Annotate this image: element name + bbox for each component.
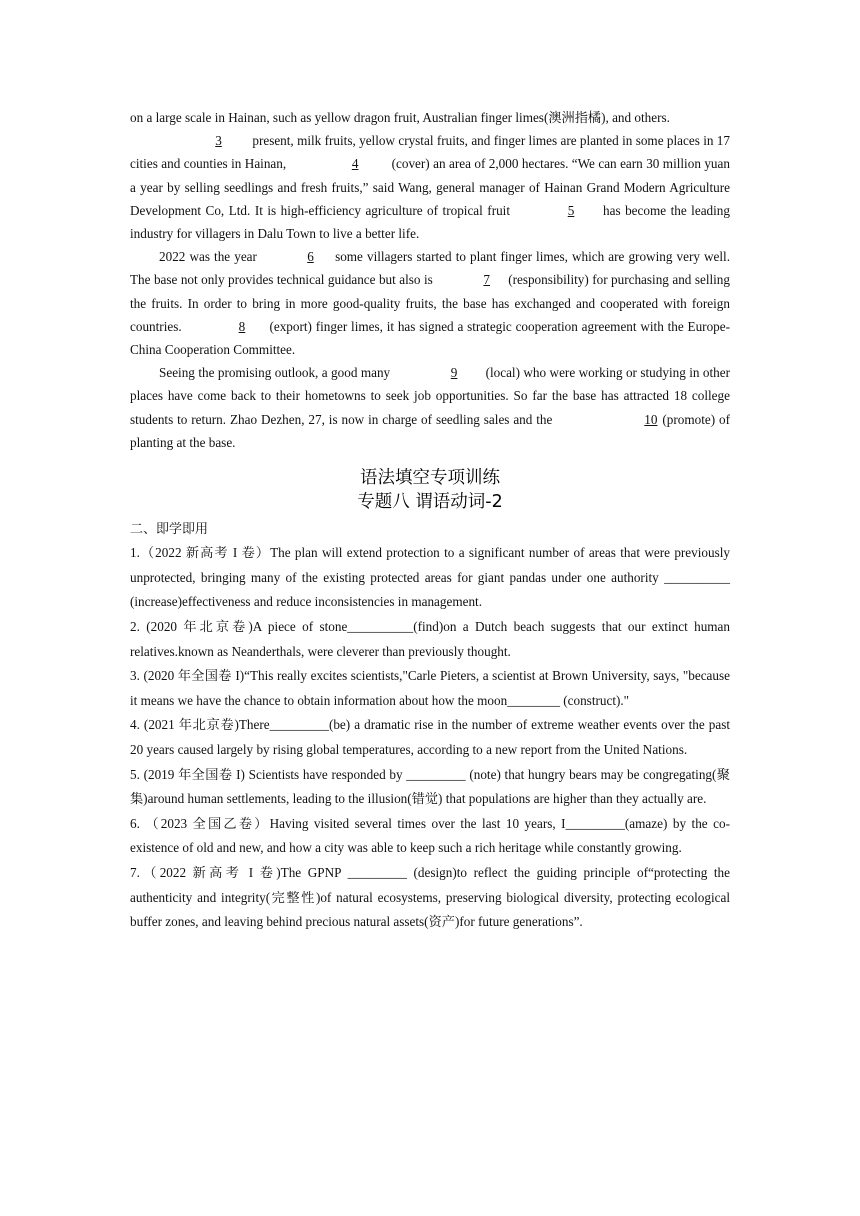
question-item: 2. (2020 年北京卷)A piece of stone__________(find)on a Dutch beach suggests that our extinct human relatives.known as Neanderthals, were cleverer than previously thought. bbox=[130, 619, 730, 659]
blank-4[interactable]: 4 bbox=[351, 156, 359, 172]
question-blank[interactable]: ________ bbox=[507, 692, 560, 708]
question-blank[interactable]: _________ bbox=[347, 864, 407, 880]
question-item: 3. (2020 年全国卷 I)“This really excites scientists,"Carle Pieters, a scientist at Brown University, says, "because it means we have the chance to obtain information about how the moon________ (construct)." bbox=[130, 668, 730, 708]
question-item: 1.（2022 新高考 I 卷）The plan will extend protection to a significant number of areas that were previously unprotected, bringing many of the existing protected areas for giant pandas under one authority __________ (increase)effectiveness and reduce inconsistencies in management. bbox=[130, 545, 730, 610]
blank-7[interactable]: 7 bbox=[483, 272, 490, 288]
question-item: 7.（2022 新高考 I 卷)The GPNP _________ (design)to reflect the guiding principle of“protecting the authenticity and integrity(完整性)of natural ecosystems, preserving biological diversity, protecting ecological buffer zones, and leaving behind precious natural assets(资产)for future generations”. bbox=[130, 864, 731, 930]
title-line-2: 专题八 谓语动词-2 bbox=[357, 492, 503, 513]
question-item: 6. （2023 全国乙卷）Having visited several times over the last 10 years, I_________(amaze) by the co-existence of old and new, and how a city was able to keep such a rich heritage while constantly growing. bbox=[130, 815, 730, 856]
document-content bbox=[130, 106, 730, 935]
passage-paragraph: 3 present, milk fruits, yellow crystal fruits, and finger limes are planted in some places in 17 cities and counties in Hainan, 4 (cover) an area of 2,000 hectares. “We can earn 30 million yuan a year by selling seedlings and fresh fruits,” said Wang, general manager of Hainan Grand Modern Agriculture Development Co, Ltd. It is high-efficiency agriculture of tropical fruit 5 has become the leading industry for villagers in Dalu Town to live a better life. bbox=[130, 129, 730, 245]
blank-8[interactable]: 8 bbox=[238, 318, 246, 334]
question-blank[interactable]: __________ bbox=[347, 619, 414, 635]
passage-paragraph: 2022 was the year 6 some villagers started to plant finger limes, which are growing very well. The base not only provides technical guidance but also is 7 (responsibility) for purchasing and selling the fruits. In order to bring in more good-quality fruits, the base has exchanged and cooperated with foreign countries. 8 (export) finger limes, it has signed a strategic cooperation agreement with the Europe-China Cooperation Committee. bbox=[130, 245, 730, 361]
blank-10[interactable]: 10 bbox=[644, 411, 658, 427]
question-item: 4. (2021 年北京卷)There_________(be) a dramatic rise in the number of extreme weather events over the past 20 years caused largely by rising global temperatures, according to a new report from the United Nations. bbox=[130, 717, 730, 757]
question-blank[interactable]: _________ bbox=[565, 815, 625, 831]
question-item: 5. (2019 年全国卷 I) Scientists have responded by _________ (note) that hungry bears may be congregating(聚集)around human settlements, leading to the illusion(错觉) that populations are higher than they actually are. bbox=[130, 766, 730, 807]
title-line-1: 语法填空专项训练 bbox=[360, 468, 500, 489]
exercise-title bbox=[130, 466, 730, 514]
question-blank[interactable]: _________ bbox=[269, 717, 329, 733]
question-blank[interactable]: _________ bbox=[406, 766, 466, 782]
blank-6[interactable]: 6 bbox=[307, 249, 314, 265]
blank-9[interactable]: 9 bbox=[450, 365, 458, 381]
question-list bbox=[130, 541, 730, 935]
question-blank[interactable]: __________ bbox=[664, 569, 730, 585]
passage-paragraph: Seeing the promising outlook, a good many 9 (local) who were working or studying in other places have come back to their hometowns to seek job opportunities. So far the base has attracted 18 college students to return. Zhao Dezhen, 27, is now in charge of seedling sales and the 10 (promote) of planting at the base. bbox=[130, 361, 730, 454]
passage-paragraph: on a large scale in Hainan, such as yellow dragon fruit, Australian finger limes(澳洲指橘), and others. bbox=[130, 110, 670, 125]
section-heading: 二、即学即用 bbox=[130, 522, 209, 538]
passage bbox=[130, 106, 730, 454]
blank-5[interactable]: 5 bbox=[567, 202, 575, 218]
blank-3[interactable]: 3 bbox=[215, 133, 222, 149]
